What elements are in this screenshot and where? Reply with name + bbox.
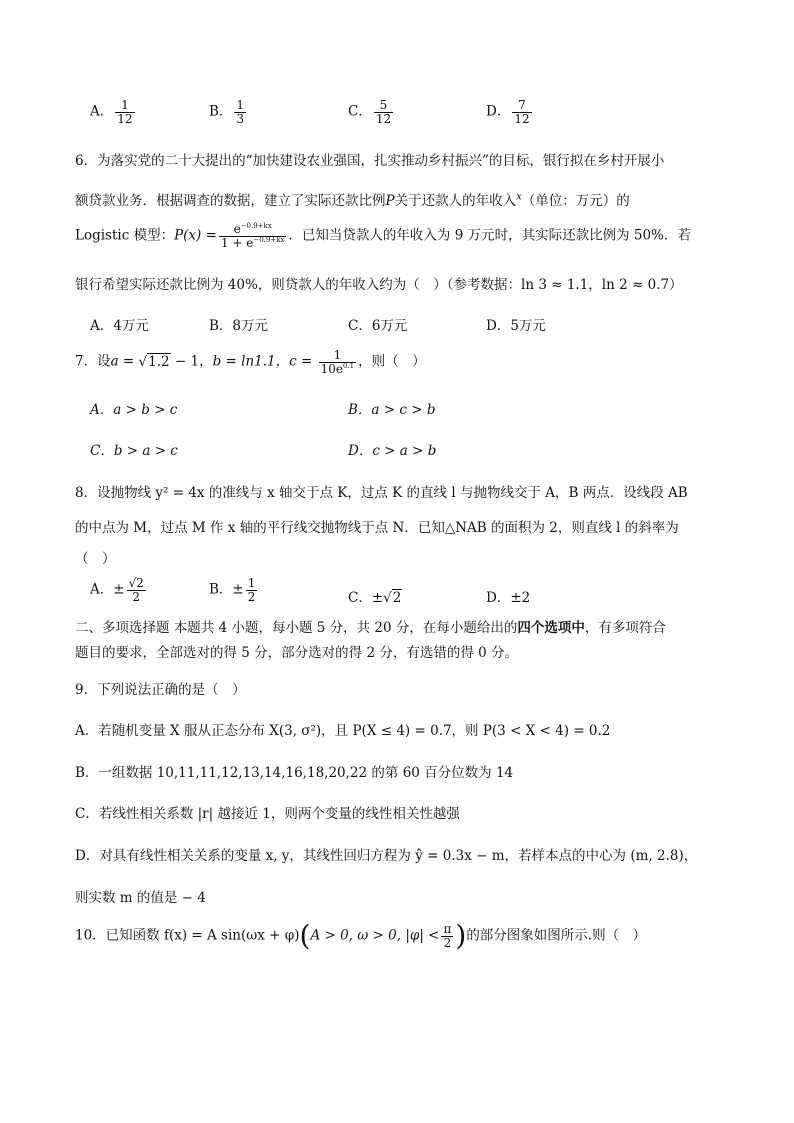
section-2-line-1 — [75, 616, 666, 636]
q5-c-den: 12 — [375, 111, 392, 126]
q7-stem-prefix: 7．设 — [75, 353, 111, 370]
q8-a-radicand: 2 — [136, 576, 144, 590]
q8-option-b-label: B．± — [209, 581, 244, 598]
q5-a-den: 12 — [117, 111, 133, 126]
q10-right-paren: ) — [455, 919, 467, 952]
q8-option-c — [348, 586, 402, 606]
q5-option-c-label: C． — [348, 103, 372, 120]
q6-formula-fraction — [219, 223, 286, 249]
q6-formula-lhs: P(x) = — [174, 227, 217, 244]
q6-option-d: D．5万元 — [486, 318, 546, 334]
q6-line-3-text: ．已知当贷款人的年收入为 9 万元时，其实际还款比例为 50%．若 — [288, 227, 691, 244]
q5-a-num: 1 — [115, 99, 134, 113]
q7-stem — [75, 349, 426, 375]
q5-option-a-label: A． — [90, 103, 114, 120]
q10-two: 2 — [443, 935, 452, 950]
q9-option-a: A．若随机变量 X 服从正态分布 X(3, σ²)，且 P(X ≤ 4) = 0.7，则 P(3 < X < 4) = 0.2 — [75, 723, 611, 739]
q8-option-b-fraction — [246, 577, 258, 603]
section-2-line-2: 题目的要求，全部选对的得 5 分，部分选对的得 2 分，有选错的得 0 分。 — [75, 645, 519, 661]
q8-b-den: 2 — [247, 589, 256, 604]
q8-a-num: √2 — [128, 576, 144, 590]
q6-den-base: 1 + e — [220, 235, 254, 250]
section-2-bold-text: 四个选项中 — [517, 620, 585, 636]
q6-option-b: B．8万元 — [209, 318, 269, 334]
q9-stem: 9．下列说法正确的是（ ） — [75, 682, 246, 698]
q7-option-a: A．a > b > c — [90, 402, 178, 418]
q9-option-d-line-2: 则实数 m 的值是 − 4 — [75, 890, 206, 906]
q5-option-b — [209, 99, 248, 125]
q6-var-p: P — [385, 193, 395, 209]
q5-c-num: 5 — [374, 99, 393, 113]
q10-stem-function: 10．已知函数 f(x) = A sin(ωx + φ) — [75, 927, 300, 944]
q8-option-a — [90, 577, 148, 603]
q8-option-a-fraction — [127, 577, 146, 603]
q6-line-2-text-a: 额贷款业务．根据调查的数据，建立了实际还款比例 — [75, 193, 386, 209]
q7-c-fraction — [319, 349, 357, 375]
q8-a-den: 2 — [132, 589, 141, 604]
q6-formula-num — [219, 223, 286, 237]
q6-line-2-text-b: 关于还款人的年收入 — [394, 193, 517, 209]
q6-var-x: x — [516, 191, 522, 203]
q6-num-base: e — [233, 222, 241, 236]
q6-model-label: Logistic 模型： — [75, 227, 175, 244]
q8-option-d: D．±2 — [486, 590, 531, 606]
q10-condition-fraction — [441, 923, 453, 949]
q8-line-1: 8．设抛物线 y² = 4x 的准线与 x 轴交于点 K，过点 K 的直线 l 与抛物线交于 A，B 两点．设线段 AB — [75, 485, 688, 501]
q6-den-exp: −0.9+kx — [253, 235, 285, 244]
q5-b-num: 1 — [236, 98, 245, 112]
q7-c-den — [319, 363, 357, 376]
q7-c-num: 1 — [319, 349, 357, 363]
q9-option-d-line-1: D．对具有线性相关关系的变量 x, y，其线性回归方程为 ŷ = 0.3x − m，若样本点的中心为 (m, 2.8)， — [75, 848, 698, 864]
q7-a-rest: − 1， — [170, 353, 213, 370]
q8-option-c-sqrt: √2 — [383, 590, 402, 606]
q9-option-c: C．若线性相关系数 |r| 越接近 1，则两个变量的线性相关性越强 — [75, 806, 460, 822]
q5-option-d-label: D． — [486, 103, 511, 120]
q10-stem-suffix: 的部分图象如图所示.则（ ） — [466, 927, 647, 944]
q5-option-d — [486, 99, 534, 125]
q10-stem — [75, 919, 647, 952]
q9-option-b: B．一组数据 10,11,11,12,13,14,16,18,20,22 的第 60 百分位数为 14 — [75, 765, 514, 781]
q8-b-num: 1 — [247, 576, 256, 590]
q6-line-2-text-c: （单位：万元）的 — [521, 193, 630, 209]
q5-d-num: 7 — [512, 99, 531, 113]
q5-b-den: 3 — [236, 111, 245, 126]
q6-line-2 — [75, 189, 630, 209]
section-2-text-a: 二、多项选择题 本题共 4 小题，每小题 5 分，共 20 分，在每小题给出的 — [75, 620, 518, 636]
q10-pi: π — [443, 921, 452, 936]
q7-a-sqrt: √1.2 — [138, 353, 170, 370]
q5-option-c — [348, 99, 395, 125]
q7-stem-suffix: ，则（ ） — [358, 353, 426, 370]
q7-option-c: C．b > a > c — [90, 443, 178, 459]
section-2-text-b: ，有多项符合 — [584, 620, 666, 636]
q10-left-paren: ( — [299, 919, 311, 952]
q5-option-a-fraction — [115, 99, 134, 125]
q8-option-b — [209, 577, 259, 603]
q8-c-radicand: 2 — [392, 590, 402, 606]
q7-a-expr: a = — [110, 353, 139, 370]
q7-c-den-base: 10e — [320, 361, 343, 376]
q5-option-a — [90, 99, 137, 125]
q6-line-3 — [75, 223, 691, 249]
q7-option-d: D．c > a > b — [348, 443, 437, 459]
q7-b-expr: b = ln1.1， — [212, 353, 290, 370]
q8-option-a-label: A．± — [90, 581, 125, 598]
q8-line-3: （ ） — [75, 551, 116, 567]
q7-option-b: B．a > c > b — [348, 402, 436, 418]
q5-option-c-fraction — [374, 99, 393, 125]
q10-condition: A > 0, ω > 0, |φ| < — [310, 927, 440, 944]
q7-c-den-exp: 0.1 — [343, 361, 355, 370]
q5-option-b-label: B． — [209, 103, 233, 120]
q6-line-1: 6．为落实党的二十大提出的“加快建设农业强国，扎实推动乡村振兴”的目标，银行拟在乡村开展小 — [75, 153, 665, 169]
q6-num-exp: −0.9+kx — [240, 222, 272, 230]
q7-a-radicand: 1.2 — [148, 353, 170, 370]
q6-line-4: 银行希望实际还款比例为 40%，则贷款人的年收入约为（ ）（参考数据：ln 3 ≈ 1.1，ln 2 ≈ 0.7） — [75, 277, 683, 293]
q8-option-c-label: C．± — [348, 590, 384, 606]
q6-option-c: C．6万元 — [348, 318, 408, 334]
q6-formula-den — [219, 237, 286, 250]
q8-line-2: 的中点为 M，过点 M 作 x 轴的平行线交抛物线于点 N．已知△NAB 的面积为 2，则直线 l 的斜率为 — [75, 520, 679, 536]
q6-option-a: A．4万元 — [90, 318, 149, 334]
q5-d-den: 12 — [514, 111, 530, 126]
q7-c-expr: c = — [289, 353, 317, 370]
q5-option-b-fraction — [234, 99, 246, 125]
q5-option-d-fraction — [512, 99, 531, 125]
